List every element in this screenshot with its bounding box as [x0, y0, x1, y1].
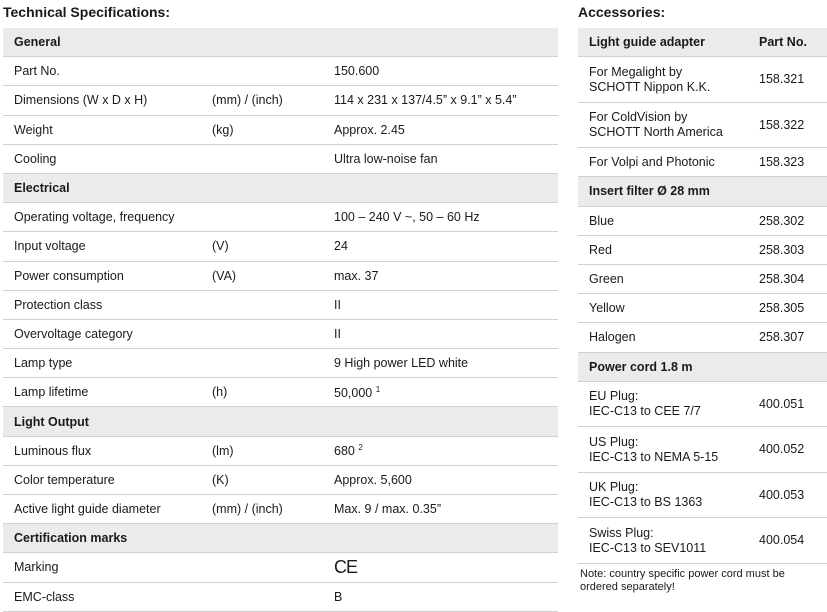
footnote-marker: 1	[375, 384, 381, 394]
accessory-row	[578, 148, 827, 177]
spec-row	[3, 320, 558, 349]
accessory-label-line: Swiss Plug:	[589, 525, 654, 540]
accessory-label-line: Yellow	[589, 301, 625, 316]
spec-label: Lamp type	[14, 356, 73, 371]
spec-row	[3, 466, 558, 495]
spec-unit: (h)	[212, 385, 228, 400]
accessory-label-line: IEC-C13 to BS 1363	[589, 495, 703, 510]
spec-label: Marking	[14, 560, 59, 575]
spec-row	[3, 291, 558, 320]
part-number: 158.323	[759, 155, 805, 170]
technical-specifications-title: Technical Specifications:	[3, 4, 171, 20]
accessory-label-line: IEC-C13 to NEMA 5-15	[589, 449, 719, 464]
accessory-row	[578, 57, 827, 103]
accessory-label-line: Red	[589, 242, 612, 257]
accessory-row	[578, 427, 827, 473]
spec-section-label: Electrical	[14, 181, 70, 196]
accessory-label-line: IEC-C13 to SEV1011	[589, 540, 707, 555]
part-number: 400.052	[759, 442, 805, 457]
spec-section-label: Light Output	[14, 414, 89, 429]
spec-row	[3, 116, 558, 145]
accessory-label-line: Blue	[589, 213, 615, 228]
accessory-label	[589, 214, 614, 229]
spec-value-text: Max. 9 / max. 0.35”	[334, 502, 441, 517]
spec-value-text: 680	[334, 444, 359, 459]
spec-value-text: B	[334, 589, 343, 604]
spec-value-text: 100 – 240 V ~, 50 – 60 Hz	[334, 210, 480, 225]
part-number: 400.053	[759, 487, 805, 502]
ce-mark	[334, 557, 357, 578]
spec-row	[3, 86, 558, 115]
spec-value	[334, 443, 363, 458]
accessory-row	[578, 265, 827, 294]
spec-label: Input voltage	[14, 239, 86, 254]
spec-unit: (VA)	[212, 268, 237, 283]
spec-label: EMC-class	[14, 589, 75, 604]
part-number: 158.322	[759, 117, 805, 132]
spec-unit: (V)	[212, 239, 229, 254]
spec-unit: (lm)	[212, 443, 234, 458]
spec-value-text: 24	[334, 239, 348, 254]
accessories-note: Note: country specific power cord must be ordered separately!	[580, 568, 785, 593]
spec-value	[334, 210, 480, 224]
spec-value-text: Approx. 5,600	[334, 472, 412, 487]
part-number: 258.305	[759, 301, 805, 316]
accessory-label-line: EU Plug:	[589, 389, 639, 404]
spec-row	[3, 57, 558, 86]
spec-value	[334, 152, 438, 166]
spec-row	[3, 232, 558, 261]
spec-row	[3, 495, 558, 524]
spec-value	[334, 473, 412, 487]
spec-label: Protection class	[14, 297, 103, 312]
spec-value	[334, 590, 342, 604]
spec-label: Color temperature	[14, 472, 115, 487]
spec-row	[3, 262, 558, 291]
spec-label: Operating voltage, frequency	[14, 210, 175, 225]
spec-row	[3, 378, 558, 407]
spec-value-text: 9 High power LED white	[334, 356, 469, 371]
spec-section-header	[3, 524, 558, 553]
spec-value-text: Ultra low-noise fan	[334, 151, 438, 166]
spec-section-header	[3, 28, 558, 57]
spec-row	[3, 583, 558, 612]
accessories-table	[578, 28, 827, 564]
spec-value-text: 150.600	[334, 64, 380, 79]
part-number: 258.302	[759, 213, 805, 228]
spec-value	[334, 64, 379, 78]
accessory-label-line: Light guide adapter	[589, 35, 705, 50]
ce-mark-text: CE	[334, 556, 358, 577]
accessory-label-line: For Volpi and Photonic	[589, 155, 715, 170]
accessory-section-label	[589, 35, 705, 50]
accessory-section-label	[589, 184, 710, 199]
spec-label: Overvoltage category	[14, 326, 133, 341]
spec-value	[334, 298, 341, 312]
accessory-label	[589, 65, 710, 95]
spec-label: Weight	[14, 122, 53, 137]
accessory-section-label	[589, 360, 693, 375]
spec-label: Part No.	[14, 64, 60, 79]
part-number-header: Part No.	[759, 35, 807, 50]
spec-row	[3, 553, 558, 582]
spec-unit: (kg)	[212, 122, 234, 137]
spec-row	[3, 437, 558, 466]
spec-value-text: 114 x 231 x 137/4.5” x 9.1” x 5.4”	[334, 93, 517, 108]
part-number: 400.054	[759, 533, 805, 548]
accessories-title: Accessories:	[578, 4, 666, 20]
accessory-label-line: Green	[589, 272, 624, 287]
accessory-section-header	[578, 353, 827, 382]
accessory-row	[578, 207, 827, 236]
accessory-label	[589, 480, 702, 510]
part-number: 158.321	[759, 72, 805, 87]
accessory-label-line: Power cord 1.8 m	[589, 359, 693, 374]
spec-unit: (mm) / (inch)	[212, 93, 283, 108]
spec-label: Luminous flux	[14, 443, 92, 458]
spec-value	[334, 93, 517, 107]
accessory-label	[589, 389, 701, 419]
accessory-label-line: SCHOTT North America	[589, 125, 723, 140]
spec-label: Cooling	[14, 151, 57, 166]
spec-value	[334, 123, 405, 137]
spec-value	[334, 239, 348, 253]
spec-value	[334, 502, 441, 516]
accessory-label-line: US Plug:	[589, 434, 639, 449]
spec-value-text: Approx. 2.45	[334, 122, 405, 137]
spec-value-text: II	[334, 297, 341, 312]
part-number: 258.303	[759, 242, 805, 257]
accessory-row	[578, 236, 827, 265]
spec-label: Lamp lifetime	[14, 385, 89, 400]
accessory-label	[589, 110, 723, 140]
accessory-section-header	[578, 177, 827, 206]
spec-value	[334, 356, 468, 370]
spec-unit: (K)	[212, 472, 229, 487]
spec-section-label: Certification marks	[14, 531, 128, 546]
accessory-label	[589, 272, 624, 287]
spec-value-text: 50,000	[334, 385, 376, 400]
spec-row	[3, 349, 558, 378]
accessory-label	[589, 301, 625, 316]
footnote-marker: 2	[358, 443, 363, 453]
accessory-label-line: For Megalight by	[589, 64, 683, 79]
part-number: 258.307	[759, 330, 805, 345]
accessory-label	[589, 526, 706, 556]
spec-value-text: max. 37	[334, 268, 379, 283]
specifications-table	[3, 28, 558, 612]
spec-row	[3, 203, 558, 232]
accessory-label-line: UK Plug:	[589, 480, 639, 495]
accessory-row	[578, 323, 827, 352]
accessory-row	[578, 103, 827, 149]
accessory-row	[578, 473, 827, 519]
accessory-row	[578, 294, 827, 323]
spec-section-header	[3, 407, 558, 436]
accessory-label	[589, 243, 612, 258]
spec-value	[334, 385, 380, 400]
spec-value	[334, 327, 341, 341]
accessory-row	[578, 518, 827, 564]
accessory-label-line: SCHOTT Nippon K.K.	[589, 79, 711, 94]
accessory-label-line: Halogen	[589, 330, 636, 345]
spec-row	[3, 145, 558, 174]
spec-label: Active light guide diameter	[14, 502, 161, 517]
accessory-section-header	[578, 28, 827, 57]
part-number: 400.051	[759, 396, 805, 411]
spec-section-header	[3, 174, 558, 203]
spec-label: Dimensions (W x D x H)	[14, 93, 148, 108]
part-number: 258.304	[759, 272, 805, 287]
accessory-label-line: For ColdVision by	[589, 110, 688, 125]
accessory-label	[589, 435, 718, 465]
spec-value-text: II	[334, 326, 341, 341]
accessory-label	[589, 155, 715, 170]
spec-unit: (mm) / (inch)	[212, 502, 283, 517]
spec-section-label: General	[14, 35, 61, 50]
accessory-label	[589, 330, 636, 345]
accessory-label-line: Insert filter Ø 28 mm	[589, 184, 710, 199]
accessory-label-line: IEC-C13 to CEE 7/7	[589, 404, 701, 419]
spec-value	[334, 269, 378, 283]
accessory-row	[578, 382, 827, 428]
spec-label: Power consumption	[14, 268, 124, 283]
